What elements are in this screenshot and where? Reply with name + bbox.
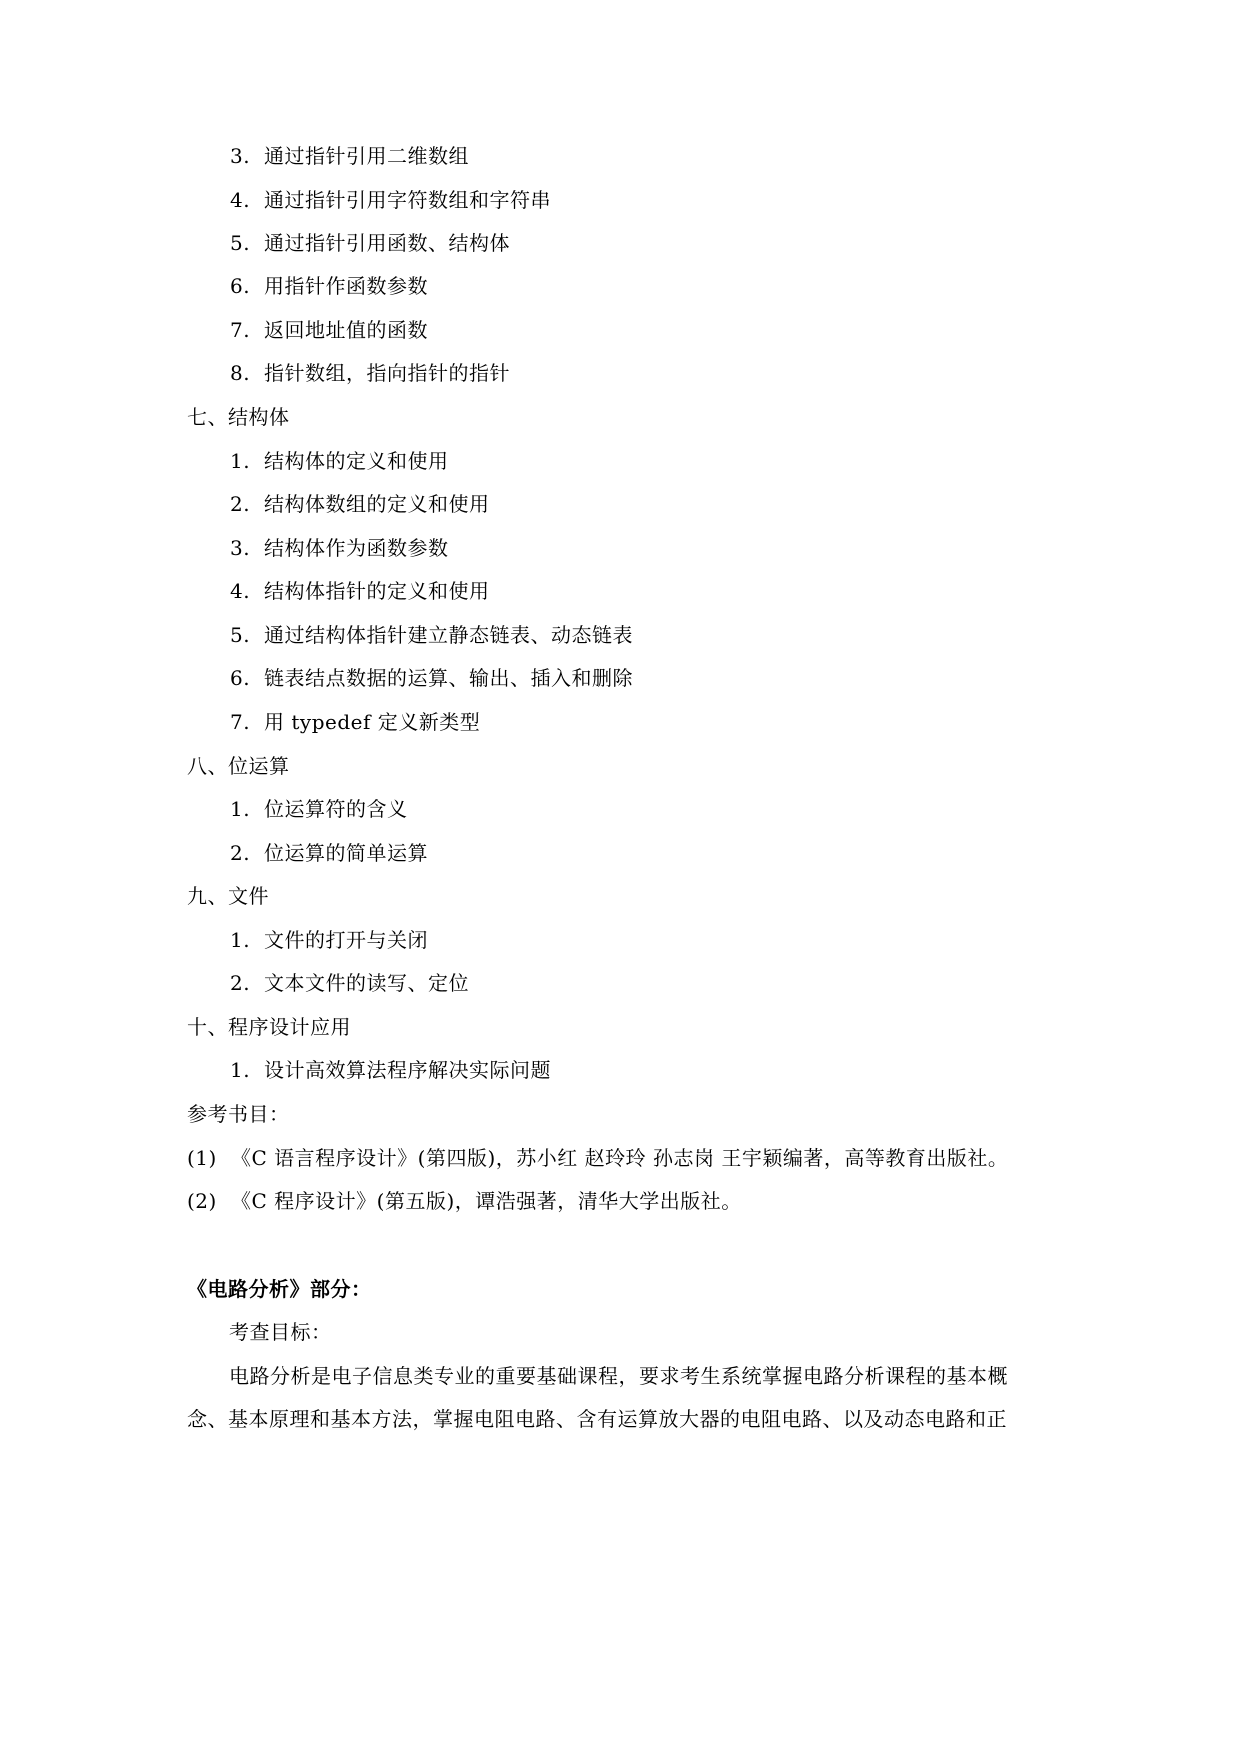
list-item — [230, 144, 469, 168]
list-item — [230, 536, 449, 560]
item-number: 5. — [230, 231, 251, 255]
item-number: 1. — [230, 449, 251, 473]
item-text: 位运算符的含义 — [264, 797, 408, 821]
item-text: 结构体数组的定义和使用 — [264, 492, 490, 516]
item-number: 5. — [230, 623, 251, 647]
reference-item — [187, 1146, 1008, 1170]
section-title: 《电路分析》部分： — [187, 1277, 372, 1301]
list-item — [230, 361, 510, 385]
item-text: 链表结点数据的运算、输出、插入和删除 — [264, 666, 633, 690]
objective-label: 考查目标： — [229, 1320, 332, 1344]
item-number: 2. — [230, 971, 251, 995]
item-text: 指针数组，指向指针的指针 — [264, 361, 510, 385]
paragraph-line: 电路分析是电子信息类专业的重要基础课程，要求考生系统掌握电路分析课程的基本概 — [229, 1364, 1008, 1388]
item-number: 7. — [230, 710, 251, 734]
list-item — [230, 623, 633, 647]
item-number: 1. — [230, 928, 251, 952]
item-text: 位运算的简单运算 — [264, 841, 428, 865]
list-item — [230, 449, 449, 473]
item-number: 4. — [230, 579, 251, 603]
list-item — [230, 666, 633, 690]
item-text: 通过结构体指针建立静态链表、动态链表 — [264, 623, 633, 647]
list-item — [230, 579, 490, 603]
item-number: 1. — [230, 1058, 251, 1082]
list-item — [230, 841, 428, 865]
item-number: 6. — [230, 666, 251, 690]
item-text: 用 typedef 定义新类型 — [264, 710, 481, 734]
list-item — [230, 231, 510, 255]
list-item — [230, 797, 408, 821]
references-heading: 参考书目： — [187, 1102, 290, 1126]
item-text: 通过指针引用函数、结构体 — [264, 231, 510, 255]
item-number: 6. — [230, 274, 251, 298]
item-text: 结构体的定义和使用 — [264, 449, 449, 473]
item-number: 3. — [230, 536, 251, 560]
item-number: 4. — [230, 188, 251, 212]
reference-item — [187, 1189, 742, 1213]
list-item — [230, 492, 490, 516]
list-item — [230, 710, 480, 734]
list-item — [230, 928, 428, 952]
item-number: 1. — [230, 797, 251, 821]
item-text: 返回地址值的函数 — [264, 318, 428, 342]
list-item — [230, 1058, 551, 1082]
list-item — [230, 274, 428, 298]
item-number: 7. — [230, 318, 251, 342]
item-number: 2. — [230, 841, 251, 865]
list-item — [230, 318, 428, 342]
item-text: 通过指针引用字符数组和字符串 — [264, 188, 551, 212]
chapter-heading: 八、位运算 — [187, 754, 290, 778]
chapter-heading: 九、文件 — [187, 884, 269, 908]
paragraph-line: 念、基本原理和基本方法，掌握电阻电路、含有运算放大器的电阻电路、以及动态电路和正 — [187, 1407, 1007, 1431]
item-text: 文本文件的读写、定位 — [264, 971, 469, 995]
item-number: 8. — [230, 361, 251, 385]
item-text: 文件的打开与关闭 — [264, 928, 428, 952]
reference-number: (1) — [187, 1146, 217, 1170]
reference-number: (2) — [187, 1189, 217, 1213]
reference-text: 《C 语言程序设计》(第四版)，苏小红 赵玲玲 孙志岗 王宇颖编著，高等教育出版社。 — [231, 1146, 1009, 1170]
chapter-heading: 十、程序设计应用 — [187, 1015, 351, 1039]
item-text: 通过指针引用二维数组 — [264, 144, 469, 168]
list-item — [230, 188, 551, 212]
list-item — [230, 971, 469, 995]
item-text: 结构体指针的定义和使用 — [264, 579, 490, 603]
item-text: 结构体作为函数参数 — [264, 536, 449, 560]
item-text: 设计高效算法程序解决实际问题 — [264, 1058, 551, 1082]
reference-text: 《C 程序设计》(第五版)，谭浩强著，清华大学出版社。 — [231, 1189, 742, 1213]
item-number: 3. — [230, 144, 251, 168]
item-number: 2. — [230, 492, 251, 516]
item-text: 用指针作函数参数 — [264, 274, 428, 298]
chapter-heading: 七、结构体 — [187, 405, 290, 429]
